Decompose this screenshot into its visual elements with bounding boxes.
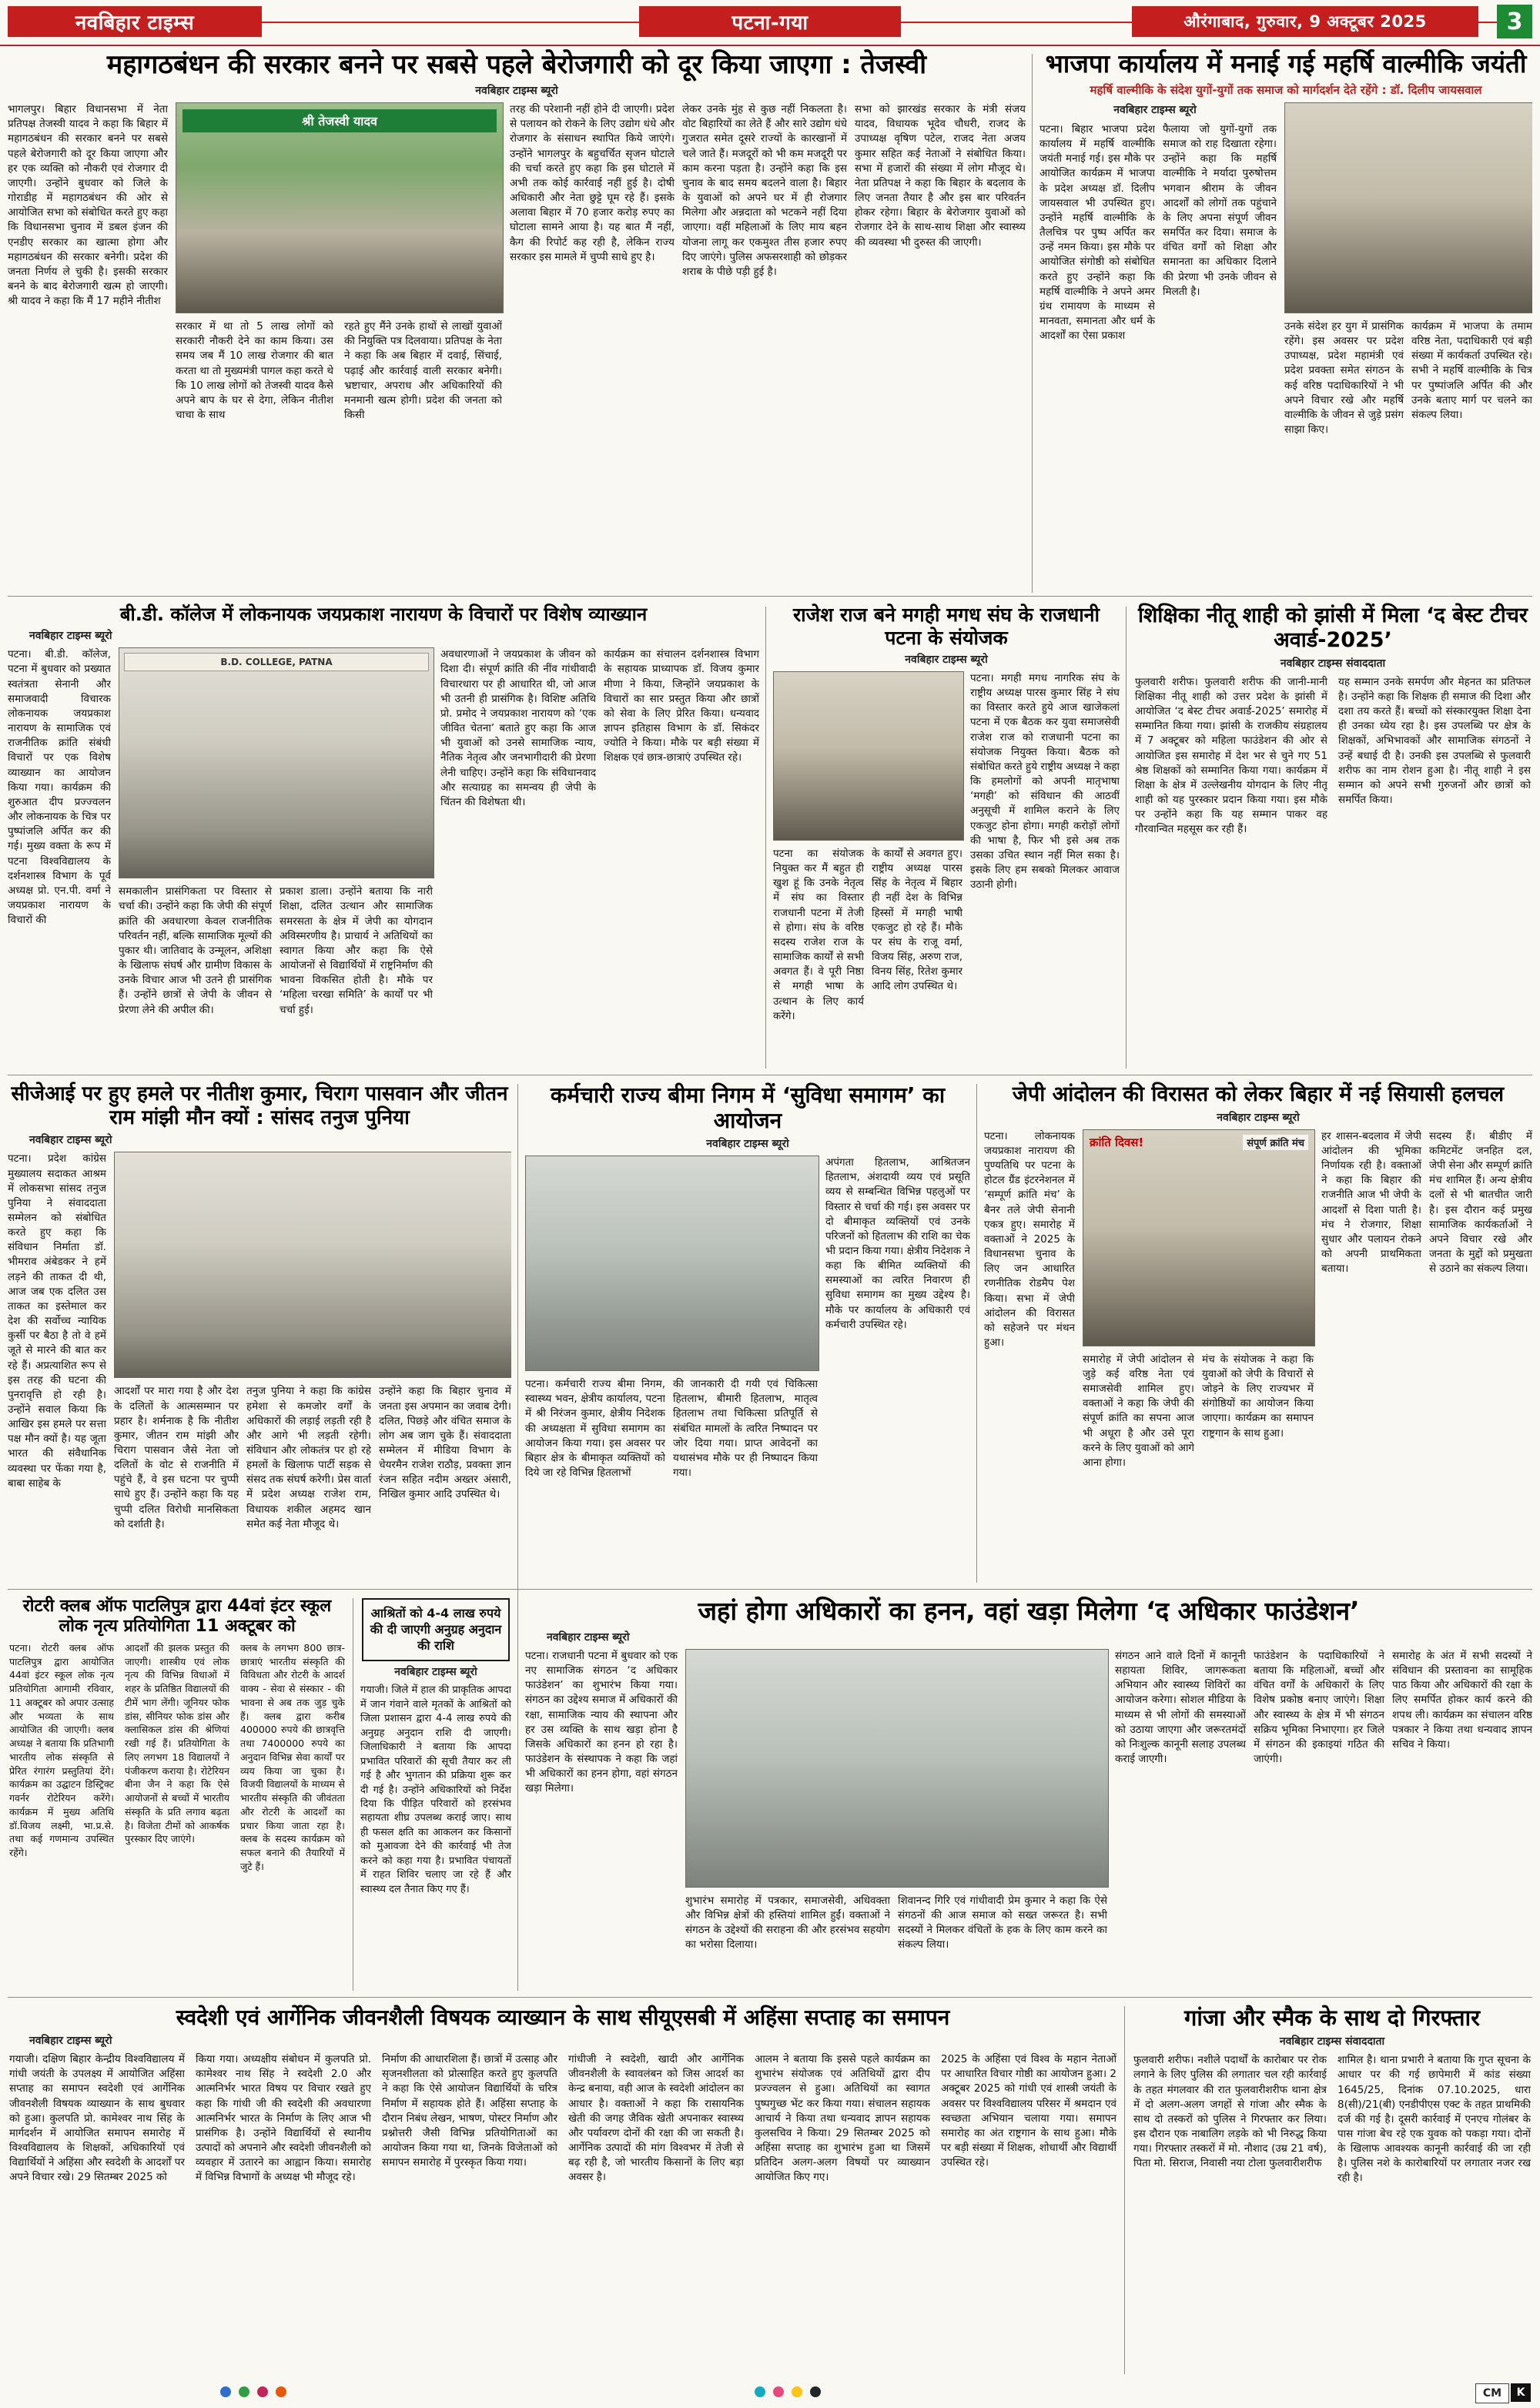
subheadline: महर्षि वाल्मीकि के संदेश युगों-युगों तक समाज को मार्गदर्शन देते रहेंगे : डॉ. दिलीप जायसवाल — [1090, 82, 1482, 97]
column-divider — [1124, 2006, 1125, 2374]
article-ganja-arrest — [1132, 2003, 1532, 2377]
print-color-dot — [810, 2386, 821, 2397]
body-text-column: संगठन आने वाले दिनों में कानूनी सहायता शिविर, जागरूकता अभियान और स्वास्थ्य शिविरों का आयोजन करेगा। सोशल मीडिया के माध्यम से भी लोगों की समस्याओं को उठाया जाएगा और जरूरतमंदों को निःशुल्क कानूनी सलाह उपलब्ध कराई जाएगी। — [1115, 1649, 1246, 1766]
body-text-column: पटना। बिहार भाजपा प्रदेश कार्यालय में महर्षि वाल्मीकि जयंती मनाई गई। इस मौके पर आयोजित कार्यक्रम में भाजपा के प्रदेश अध्यक्ष डॉ. दिलीप जायसवाल भी उपस्थित हुए। उन्होंने महर्षि वाल्मीकि के तैलचित्र पर पुष्प अर्पित कर उन्हें नमन किया। इस मौके पर आयोजित संगोष्ठी को संबोधित करते हुए उन्होंने कहा कि महर्षि वाल्मीकि ने अपने अमर ग्रंथ रामायण के माध्यम से मानवता, समानता और धर्म के आदर्शों का ऐसा प्रकाश — [1040, 122, 1155, 343]
body-text-column: प्रकाश डाला। उन्होंने बताया कि नारी शिक्षा, दलित उत्थान और सामाजिक समरसता के क्षेत्र में जेपी का योगदान अविस्मरणीय है। प्राचार्य ने अतिथियों का स्वागत किया और कहा कि ऐसे आयोजनों से विद्यार्थियों में राष्ट्रनिर्माण की भावना विकसित होती है। मौके पर ‘महिला चरखा समिति’ के कार्यों पर भी चर्चा हुई। — [280, 885, 433, 1016]
headline: कर्मचारी राज्य बीमा निगम में ‘सुविधा समागम’ का आयोजन — [550, 1082, 946, 1134]
body-text-column: तरह की परेशानी नहीं होने दी जाएगी। प्रदेश से पलायन को रोकने के लिए उद्योग धंधे और रोजगार के संसाधन स्थापित किये जाएंगे। उन्होंने भागलपुर के बहुचर्चित सृजन घोटाले की चर्चा करते हुए कहा कि इस घोटाले में अभी तक कोई कार्रवाई नहीं हुई है। दोषी अधिकारी और नेता छुट्टे घूम रहे हैं। इसके अलावा बिहार में 70 हजार करोड़ रुपए का घोटाला सामने आया है। यह बात मैं नहीं, कैग की रिपोर्ट कह रही है, लेकिन राज्य सरकार इस मामले में चुप्पी साधे हुए है। — [510, 103, 675, 263]
masthead-bottom-rule — [0, 45, 1540, 46]
body-text-column: मंच के संयोजक ने कहा कि युवाओं को जेपी के विचारों से जोड़ने के लिए राज्यभर में संगोष्ठियों का आयोजन किया जाएगा। कार्यक्रम का समापन राष्ट्रगान के साथ हुआ। — [1202, 1353, 1314, 1440]
headline: रोटरी क्लब ऑफ पाटलिपुत्र द्वारा 44वां इंटर स्कूल लोक नृत्य प्रतियोगिता 11 अक्टूबर को — [22, 1597, 332, 1636]
byline: नवबिहार टाइम्स ब्यूरो — [394, 1666, 477, 1679]
print-registration-mark-cm: CM — [1475, 2383, 1509, 2403]
body-text-column: आदर्शों की झलक प्रस्तुत की जाएगी। शास्त्रीय एवं लोक नृत्य की विभिन्न विधाओं में शहर के प्रतिष्ठित विद्यालयों की टीमें भाग लेंगी। जूनियर फोक डांस, सीनियर फोक डांस और क्लासिकल डांस की श्रेणियां रखी गई हैं। प्रतियोगिता के लिए लगभग 18 विद्यालयों ने पंजीकरण कराया है। रोटेरियन बीना जैन ने कहा कि ऐसे आयोजनों से बच्चों में भारतीय संस्कृति के प्रति लगाव बढ़ता है। विजेता टीमों को आकर्षक पुरस्कार दिए जाएंगे। — [125, 1641, 229, 1845]
body-text-column: शिवानन्द गिरि एवं गांधीवादी प्रेम कुमार ने कहा कि ऐसे संगठनों की आज समाज को सख्त जरूरत है। सभी सदस्यों ने मिलकर वंचितों के हक के लिए काम करने का संकल्प लिया। — [898, 1894, 1107, 1951]
print-color-dot — [792, 2386, 802, 2397]
body-text-column: पटना। बी.डी. कॉलेज, पटना में बुधवार को प्रख्यात स्वतंत्रता सेनानी और समाजवादी विचारक लोकनायक जयप्रकाश नारायण के सामाजिक एवं राजनीतिक क्रांति संबंधी विचारों पर एक विशेष व्याख्यान का आयोजन किया गया। कार्यक्रम की शुरुआत दीप प्रज्ज्वलन और लोकनायक के चित्र पर पुष्पांजलि अर्पित कर की गई। मुख्य वक्ता के रूप में पटना विश्वविद्यालय के दर्शनशास्त्र विभाग के पूर्व अध्यक्ष प्रो. एन.पी. वर्मा ने जयप्रकाश नारायण के विचारों की — [8, 648, 111, 927]
article-magahi-sangh — [773, 602, 1120, 1072]
print-color-dot — [257, 2386, 268, 2397]
body-text-column: गांधीजी ने स्वदेशी, खादी और आर्गेनिक जीवनशैली के स्वावलंबन को जिस आदर्श का केन्द्र बनाया, वही आज के स्वदेशी आंदोलन का आधार है। वक्ताओं ने कहा कि रासायनिक खेती की जगह जैविक खेती अपनाकर स्वास्थ्य और पर्यावरण दोनों की रक्षा की जा सकती है। आर्गेनिक उत्पादों की मांग विश्वभर में तेजी से बढ़ रही है, जो भारतीय किसानों के लिए बड़ा अवसर है। — [568, 2053, 744, 2184]
photo-banner-text: श्री तेजस्वी यादव — [182, 109, 497, 132]
body-text-column: तनुज पुनिया ने कहा कि कांग्रेस हमेशा से कमजोर वर्गों के अधिकारों की लड़ाई लड़ती रही है और आगे भी लड़ती रहेगी। संविधान और लोकतंत्र पर हो रहे हमलों के खिलाफ पार्टी सड़क से संसद तक संघर्ष करेगी। प्रेस वार्ता में प्रदेश अध्यक्ष राजेश राम, विधायक शकील अहमद खान समेत कई नेता मौजूद थे। — [246, 1385, 371, 1530]
body-text-column: रहते हुए मैंने उनके हाथों से लाखों युवाओं की नियुक्ति पत्र दिलवाया। प्रतिपक्ष के नेता ने कहा कि अब बिहार में दवाई, सिंचाई, पढ़ाई और कार्रवाई वाली सरकार बनेगी। भ्रष्टाचार, अपराध और अधिकारियों की मनमानी खत्म होगी। प्रदेश की जनता को किसी — [344, 320, 502, 422]
headline: सीजेआई पर हुए हमले पर नीतीश कुमार, चिराग पासवान और जीतन राम मांझी मौन क्यों : सांसद तनुज पुनिया — [11, 1082, 508, 1129]
body-text-column: पटना। रोटरी क्लब ऑफ पाटलिपुत्र द्वारा आयोजित 44वां इंटर स्कूल लोक नृत्य प्रतियोगिता आगामी रविवार, 11 अक्टूबर को अपार उत्साह और भव्यता के साथ आयोजित की जाएगी। क्लब अध्यक्ष ने बताया कि प्रतिभागी भारतीय लोक संस्कृति से प्रेरित रंगारंग प्रस्तुतियां देंगे। कार्यक्रम का उद्घाटन डिस्ट्रिक्ट गवर्नर रोटेरियन करेंगे। कार्यक्रम में मुख्य अतिथि डॉ.विजय लक्ष्मी, भा.प्र.से. तथा कई गणमान्य उपस्थित रहेंगे। — [9, 1641, 114, 1859]
headline: भाजपा कार्यालय में मनाई गई महर्षि वाल्मीकि जयंती — [1045, 48, 1527, 79]
body-text-column: आलम ने बताया कि इससे पहले कार्यक्रम का शुभारंभ संयोजक एवं अतिथियों द्वारा दीप प्रज्ज्वलन से हुआ। अतिथियों का स्वागत पुष्पगुच्छ भेंट कर किया गया। संचालन सहायक आचार्य ने किया तथा धन्यवाद ज्ञापन सहायक कुलसचिव ने किया। 29 सितम्बर 2025 को अहिंसा सप्ताह का शुभारंभ हुआ था जिसमें प्रतिदिन अलग-अलग विषयों पर व्याख्यान आयोजित किए गए। — [755, 2053, 930, 2184]
byline: नवबिहार टाइम्स ब्यूरो — [1217, 1111, 1300, 1124]
body-text-column: सदस्य हैं। बीडीए में कमिटमेंट जनहित दल, जेपी सेना और सम्पूर्ण क्रांति मंच शामिल हैं। अन्य क्षेत्रीय दलों से भी बातचीत जारी है। इस दौरान कई प्रमुख सामाजिक कार्यकर्ताओं ने अपने विचार रखे और जनता के मुद्दों को प्रमुखता से उठाने का संकल्प लिया। — [1429, 1129, 1532, 1276]
headline: राजेश राज बने मगही मगध संघ के राजधानी पटना के संयोजक — [792, 604, 1100, 649]
headline: जेपी आंदोलन की विरासत को लेकर बिहार में नई सियासी हलचल — [1012, 1082, 1505, 1106]
page-number: 3 — [1497, 5, 1532, 38]
body-text-column: लेकर उनके मुंह से कुछ नहीं निकलता है। वोट बिहारियों का लेते हैं और सारे उद्योग धंधे गुजरात समेत दूसरे राज्यों के कारखानों में चले जाते हैं। मजदूरों को भी कम मजदूरी पर काम करना पड़ता है। उन्होंने कहा कि इस चुनाव के बाद समय बदलने वाला है। बिहार के युवाओं को अपने घर में ही रोजगार मिलेगा और अन्नदाता को भटकने नहीं दिया जाएगा। वहीं महिलाओं के लिए माय बहन योजना लागू कर एकमुश्त तीस हजार रुपए दिए जाएंगे। पुलिस अफसरशाही को छोड़कर शराब के पीछे पड़ी हुई है। — [682, 103, 847, 278]
article-tejashwi — [8, 48, 1026, 593]
byline: नवबिहार टाइम्स संवाददाता — [1280, 657, 1386, 670]
body-text-column: पटना। कर्मचारी राज्य बीमा निगम, स्वास्थ्य भवन, क्षेत्रीय कार्यालय, पटना में श्री निरंजन कुमार, क्षेत्रीय निदेशक की अध्यक्षता में सुविधा समागम का आयोजन किया गया। इस अवसर पर बिहार क्षेत्र के बीमाकृत व्यक्तियों को दिये जा रहे विभिन्न हितलाभों — [525, 1378, 665, 1479]
body-text-column: पटना। प्रदेश कांग्रेस मुख्यालय सदाकत आश्रम में लोकसभा सांसद तनुज पुनिया ने संवाददाता सम्मेलन को संबोधित करते हुए कहा कि संविधान निर्माता डॉ. भीमराव अंबेडकर ने हमें लड़ने की ताकत दी थी, आज जब एक दलित उस ताकत का इस्तेमाल कर देश की सर्वोच्च न्यायिक कुर्सी पर बैठा है तो वे हमें जूते से मारने की बात कर रहे हैं। अप्रत्याशित रूप से इस तरह की घटना की पुनरावृत्ति हो रही है। उन्होंने सवाल किया कि आखिर इस हमले पर सत्ता पक्ष मौन क्यों है। यह जूता भारत की संवैधानिक व्यवस्था पर फेंका गया है, बाबा साहेब के — [8, 1152, 106, 1490]
body-text-column: पटना का संयोजक नियुक्त कर मैं बहुत ही खुश हूं कि उनके नेतृत्व में संघ का विस्तार राजधानी पटना में तेजी से होगा। संघ के वरिष्ठ सदस्य राजेश राज के सामाजिक कार्यों से सभी अवगत हैं। वे पूरी निष्ठा से मगही भाषा के उत्थान के लिए कार्य करेंगे। — [773, 848, 864, 1022]
photo-sampoorna-kranti-manch — [1083, 1129, 1315, 1346]
print-registration-mark-k: K — [1511, 2383, 1531, 2402]
body-text-column: अपंगता हितलाभ, आश्रितजन हितलाभ, अंशदायी व्यय एवं प्रसूति व्यय से सम्बन्धित विभिन्न पहलुओं पर विस्तार से चर्चा की गई। इस अवसर पर दो बीमाकृत व्यक्तियों एवं उनके परिजनों को हितलाभ की राशि का चेक भी प्रदान किया गया। क्षेत्रीय निदेशक ने कहा कि बीमित व्यक्तियों की समस्याओं का त्वरित निवारण ही सुविधा समागम का मुख्य उद्देश्य है। मौके पर कार्यालय के अधिकारी एवं कर्मचारी उपस्थित रहे। — [825, 1156, 970, 1331]
body-text-column: फुलवारी शरीफ। फुलवारी शरीफ की जानी-मानी शिक्षिका नीतू शाही को उत्तर प्रदेश के झांसी में आयोजित ‘द बेस्ट टीचर अवार्ड-2025’ समारोह में सम्मानित किया गया। झांसी के राजकीय संग्रहालय में 7 अक्टूबर को महिला फाउंडेशन की ओर से आयोजित इस समारोह में देश भर से चुने गए 51 श्रेष्ठ शिक्षकों को सम्मानित किया गया। कार्यक्रम में शिक्षा के क्षेत्र में उल्लेखनीय योगदान के लिए नीतू शाही को यह पुरस्कार प्रदान किया गया। इस मौके पर उन्होंने कहा कि यह सम्मान पाकर वह गौरवान्वित महसूस कर रही हैं। — [1135, 675, 1327, 836]
body-text-column: निर्माण की आधारशिला हैं। छात्रों में उत्साह और सृजनशीलता को प्रोत्साहित करते हुए कुलपति ने कहा कि ऐसे आयोजन विद्यार्थियों के चरित्र निर्माण में सहायक होते हैं। अहिंसा सप्ताह के दौरान निबंध लेखन, भाषण, पोस्टर निर्माण और प्रश्नोत्तरी जैसी विभिन्न प्रतियोगिताओं का आयोजन किया गया था, जिनके विजेताओं को समापन समारोह में पुरस्कृत किया गया। — [382, 2053, 557, 2169]
body-text-column: सभा को झारखंड सरकार के मंत्री संजय यादव, विधायक भूदेव चौधरी, राजद के उपाध्यक्ष वृषिण पटेल, राजद नेता अजय कुमार सहित कई नेताओं ने संबोधित किया। सभा में हजारों की संख्या में लोग मौजूद थे। नेता प्रतिपक्ष ने कहा कि बिहार के बदलाव के लिए जनता तैयार है और इस बार परिवर्तन होकर रहेगा। बिहार के बेरोजगार युवाओं को रोजगार देने के साथ-साथ शिक्षा और स्वास्थ्य की व्यवस्था भी दुरुस्त की जाएगी। — [855, 103, 1026, 249]
column-divider — [765, 607, 766, 1069]
body-text-column: कार्यक्रम का संचालन दर्शनशास्त्र विभाग के सहायक प्राध्यापक डॉ. विजय कुमार मीणा ने किया, जिन्होंने जयप्रकाश के विचारों का सार प्रस्तुत किया और छात्रों को सेवा के लिए प्रेरित किया। धन्यवाद ज्ञापन इतिहास विभाग के डॉ. सिकंदर ज्योति ने किया। मौके पर बड़ी संख्या में शिक्षक एवं छात्र-छात्राएं उपस्थित रहे। — [604, 648, 759, 764]
byline: नवबिहार टाइम्स ब्यूरो — [547, 1630, 630, 1644]
body-text-column: शामिल है। थाना प्रभारी ने बताया कि गुप्त सूचना के आधार पर की गई छापेमारी में कांड संख्या 1645/25, दिनांक 07.10.2025, धारा 8(सी)/21(बी) एनडीपीएस एक्ट के तहत प्राथमिकी दर्ज की गई है। दूसरी कार्रवाई में एनएच गोलंबर के पास गांजा बेच रहे एक युवक को पकड़ा गया। दोनों के खिलाफ आवश्यक कानूनी कार्रवाई की जा रही है। पुलिस नशे के कारोबारियों पर लगातार नजर रख रही है। — [1337, 2054, 1531, 2185]
body-text-column: भागलपुर। बिहार विधानसभा में नेता प्रतिपक्ष तेजस्वी यादव ने कहा कि बिहार में महागठबंधन की सरकार बनने पर सबसे पहले बेरोजगारी को दूर किया जाएगा और हर एक व्यक्ति को नौकरी एवं रोजगार दी जाएगी। उन्होंने बुधवार को जिले के गोराडीह में महागठबंधन की ओर से आयोजित सभा को संबोधित करते हुए कहा कि विधानसभा चुनाव में डबल इंजन की एनडीए सरकार का खात्मा होगा और महागठबंधन की सरकार बनेगी। प्रदेश की जनता निर्णय ले चुकी है। इसकी सरकार बनने के बाद बेरोजगारी खत्म हो जाएगी। श्री यादव ने कहा कि मैं 17 महीने नीतीश — [8, 103, 168, 308]
column-divider — [1126, 607, 1127, 1069]
article-rotary-dance — [8, 1595, 346, 1994]
article-teacher-award — [1133, 602, 1532, 1072]
headline: बी.डी. कॉलेज में लोकनायक जयप्रकाश नारायण के विचारों पर विशेष व्याख्यान — [119, 604, 648, 625]
print-color-dot — [276, 2386, 286, 2397]
body-text-column: यह सम्मान उनके समर्पण और मेहनत का प्रतिफल है। उन्होंने कहा कि शिक्षक ही समाज की दिशा और दशा तय करते हैं। बच्चों को संस्कारयुक्त शिक्षा देना ही उनका ध्येय रहा है। इस उपलब्धि पर क्षेत्र के शिक्षकों, अभिभावकों और सामाजिक संगठनों ने उन्हें बधाई दी है। उनकी इस उपलब्धि से फुलवारी शरीफ का नाम रोशन हुआ है। नीतू शाही ने इस सम्मान को अपने सभी गुरुजनों और छात्रों को समर्पित किया। — [1338, 675, 1531, 806]
column-divider — [1032, 54, 1033, 593]
photo-magahi-meeting — [773, 671, 964, 841]
body-text-column: समारोह में जेपी आंदोलन से जुड़े कई वरिष्ठ नेता एवं समाजसेवी शामिल हुए। वक्ताओं ने कहा कि जेपी की संपूर्ण क्रांति का सपना आज भी अधूरा है और उसे पूरा करने के लिए युवाओं को आगे आना होगा। — [1083, 1353, 1194, 1469]
headline: आश्रितों को 4-4 लाख रुपये की दी जाएगी अनुग्रह अनुदान की राशि — [362, 1598, 510, 1661]
photo-label-kranti-diwas: क्रांति दिवस! — [1090, 1135, 1144, 1149]
body-text-column: फैलाया जो युगों-युगों तक समाज को राह दिखाता रहेगा। उन्होंने कहा कि महर्षि वाल्मीकि ने मर्यादा पुरुषोत्तम भगवान श्रीराम के जीवन आदर्शों को लोगों तक पहुंचाने के लिए अपना संपूर्ण जीवन समर्पित कर दिया। समाज के वंचित वर्गों को शिक्षा और समानता का अधिकार दिलाने की प्रेरणा भी उनके जीवन से मिलती है। — [1163, 122, 1277, 298]
section-divider — [8, 1589, 1532, 1590]
section-divider — [8, 1997, 1532, 1998]
headline: जहां होगा अधिकारों का हनन, वहां खड़ा मिलेगा ‘द अधिकार फाउंडेशन’ — [698, 1596, 1360, 1626]
print-color-dot — [773, 2386, 784, 2397]
body-text-column: शुभारंभ समारोह में पत्रकार, समाजसेवी, अधिवक्ता और विभिन्न क्षेत्रों की हस्तियां शामिल हुईं। वक्ताओं ने संगठन के उद्देश्यों की सराहना की और हरसंभव सहयोग का भरोसा दिलाया। — [685, 1894, 890, 1951]
byline: नवबिहार टाइम्स ब्यूरो — [29, 1134, 112, 1147]
body-text-column: गयाजी। दक्षिण बिहार केन्द्रीय विश्वविद्यालय में गांधी जयंती के उपलक्ष्य में आयोजित अहिंसा सप्ताह का समापन स्वदेशी एवं आर्गेनिक जीवनशैली विषयक व्याख्यान के साथ बुधवार को हुआ। कुलपति प्रो. कामेश्वर नाथ सिंह के मार्गदर्शन में आयोजित समापन समारोह में विश्वविद्यालय के शिक्षकों, अधिकारियों एवं विद्यार्थियों ने अहिंसा और स्वदेशी के आदर्शों पर अपने विचार रखे। 29 सितम्बर 2025 को — [9, 2053, 185, 2184]
body-text-column: उन्होंने कहा कि बिहार चुनाव में जनता इस अपमान का जवाब देगी। दलित, पिछड़े और वंचित समाज के लोग अब जाग चुके हैं। संवाददाता सम्मेलन में मीडिया विभाग के चेयरमैन राजेश राठौड़, प्रवक्ता ज्ञान रंजन सहित नदीम अख्तर अंसारी, निखिल कुमार आदि उपस्थित थे। — [379, 1385, 511, 1501]
photo-banner-text: B.D. COLLEGE, PATNA — [124, 653, 429, 671]
print-color-dot — [755, 2386, 765, 2397]
headline: महागठबंधन की सरकार बनने पर सबसे पहले बेरोजगारी को दूर किया जाएगा : तेजस्वी — [106, 49, 927, 80]
body-text-column: क्लब के लगभग 800 छात्र-छात्राएं भारतीय संस्कृति की विविधता और रोटरी के आदर्श वाक्य - सेवा से संस्कार - की भावना से अब तक जुड़ चुके हैं। क्लब द्वारा करीब 400000 रुपये की छात्रवृत्ति तथा 7400000 रुपये का अनुदान विभिन्न सेवा कार्यों पर व्यय किया जा चुका है। विजयी विद्यालयों के माध्यम से भारतीय संस्कृति की जीवंतता और रोटरी के आदर्शों का प्रचार किया जाता रहा है। क्लब के सदस्य कार्यक्रम को सफल बनाने की तैयारियों में जुटे हैं। — [240, 1641, 345, 1872]
body-text-column: के कार्यों से अवगत हुए। राष्ट्रीय अध्यक्ष पारस सिंह के नेतृत्व में बिहार ही नहीं देश के विभिन्न हिस्सों में मगही भाषी एकजुट हो रहे हैं। मौके पर संघ के राजू वर्मा, विजय सिंह, अरुण राज, विनय सिंह, रितेश कुमार आदि लोग उपस्थित थे। — [872, 848, 962, 993]
article-jp-movement — [984, 1081, 1532, 1586]
photo-tejashwi-rally — [176, 102, 504, 313]
article-gaya-grant — [360, 1595, 511, 1994]
byline: नवबिहार टाइम्स ब्यूरो — [475, 85, 558, 98]
byline: नवबिहार टाइम्स ब्यूरो — [29, 630, 112, 643]
photo-label-manch: संपूर्ण क्रांति मंच — [1243, 1135, 1308, 1150]
headline: शिक्षिका नीतू शाही को झांसी में मिला ‘द बेस्ट टीचर अवार्ड-2025’ — [1138, 604, 1528, 652]
photo-bjp-valmiki-event — [1284, 102, 1532, 313]
body-text-column: समारोह के अंत में सभी सदस्यों ने संविधान की प्रस्तावना का सामूहिक पाठ किया और अधिकारों की रक्षा के लिए समर्पित होकर कार्य करने की शपथ ली। कार्यक्रम का संचालन वरिष्ठ पत्रकार ने किया तथा धन्यवाद ज्ञापन सचिव ने किया। — [1392, 1649, 1532, 1751]
byline: नवबिहार टाइम्स ब्यूरो — [29, 2035, 112, 2048]
print-color-dot — [220, 2386, 231, 2397]
print-color-dot — [239, 2386, 249, 2397]
body-text-column: हर शासन-बदलाव में जेपी आंदोलन की भूमिका निर्णायक रही है। वक्ताओं ने कहा कि बिहार की राजनीति आज भी जेपी के आदर्शों से दिशा पाती है। मंच ने रोजगार, शिक्षा सुधार और पलायन रोकने को अपनी प्राथमिकता बताया। — [1321, 1129, 1421, 1276]
body-text-column: उनके संदेश हर युग में प्रासंगिक रहेंगे। इस अवसर पर प्रदेश उपाध्यक्ष, प्रदेश महामंत्री एवं प्रदेश प्रवक्ता समेत संगठन के कई वरिष्ठ पदाधिकारियों ने भी अपने विचार रखे और महर्षि वाल्मीकि के जीवन से जुड़े प्रसंग साझा किए। — [1284, 319, 1404, 436]
article-cji-punia — [8, 1081, 511, 1586]
section-divider — [8, 596, 1532, 597]
body-text-column: 2025 के अहिंसा एवं विश्व के महान नेताओं पर आधारित विचार गोष्ठी का आयोजन हुआ। 2 अक्टूबर 2025 को गांधी एवं शास्त्री जयंती के अवसर पर विश्वविद्यालय परिसर में श्रमदान एवं स्वच्छता अभियान चलाया गया। समापन समारोह का अंत राष्ट्रगान के साथ हुआ। मौके पर बड़ी संख्या में शिक्षक, शोधार्थी और विद्यार्थी उपस्थित रहे। — [941, 2053, 1116, 2169]
byline: नवबिहार टाइम्स ब्यूरो — [1113, 103, 1197, 116]
body-text-column: आदर्शों पर मारा गया है और देश के दलितों के आत्मसम्मान पर प्रहार है। शर्मनाक है कि नीतीश कुमार, जीतन राम मांझी और चिराग पासवान जैसे नेता जो दलितों के वोट से राजनीति में पहुंचे हैं, वे इस घटना पर चुप्पी साधे हुए हैं। उन्होंने कहा कि यह चुप्पी दलित विरोधी मानसिकता को दर्शाती है। — [114, 1385, 239, 1530]
column-divider — [517, 1084, 518, 1991]
article-bd-college — [8, 602, 759, 1072]
byline: नवबिहार टाइम्स ब्यूरो — [905, 654, 988, 666]
edition-name: पटना-गया — [639, 6, 901, 37]
body-text-column: समकालीन प्रासंगिकता पर विस्तार से चर्चा की। उन्होंने कहा कि जेपी की संपूर्ण क्रांति की अवधारणा केवल राजनीतिक परिवर्तन नहीं, बल्कि सामाजिक मूल्यों की पुकार थी। जातिवाद के उन्मूलन, अशिक्षा के खिलाफ संघर्ष और ग्रामीण विकास के उनके विचार आज भी उतने ही प्रासंगिक हैं। उन्होंने छात्रों से जेपी के जीवन से प्रेरणा लेने की अपील की। — [119, 885, 272, 1016]
headline: गांजा और स्मैक के साथ दो गिरफ्तार — [1184, 2005, 1480, 2031]
body-text-column: सरकार में था तो 5 लाख लोगों को सरकारी नौकरी देने का काम किया। उस समय जब मैं 10 लाख रोजगार की बात करता था तो मुख्यमंत्री पागल कहा करते थे कि 10 लाख लोगों को तेजस्वी यादव कैसे अपने बाप के घर से देगा, लेकिन नीतीश चाचा के साथ — [176, 320, 333, 422]
edition-dateline: औरंगाबाद, गुरुवार, 9 अक्टूबर 2025 — [1132, 6, 1478, 37]
newspaper-name: नवबिहार टाइम्स — [8, 6, 262, 37]
photo-bd-college-lecture — [119, 647, 434, 878]
headline: स्वदेशी एवं आर्गेनिक जीवनशैली विषयक व्याख्यान के साथ सीयूएसबी में अहिंसा सप्ताह का समापन — [176, 2005, 950, 2030]
body-text-column: पटना। राजधानी पटना में बुधवार को एक नए सामाजिक संगठन ‘द अधिकार फाउंडेशन’ का शुभारंभ किया गया। संगठन का उद्देश्य समाज में अधिकारों की रक्षा, सामाजिक न्याय की स्थापना और हर उस व्यक्ति के साथ खड़ा होना है जिसके अधिकारों का हनन हो रहा है। फाउंडेशन के संस्थापक ने कहा कि जहां भी अधिकारों का हनन होगा, वहां संगठन खड़ा मिलेगा। — [525, 1649, 678, 1795]
article-bjp-valmiki — [1040, 48, 1532, 593]
body-text-column: किया गया। अध्यक्षीय संबोधन में कुलपति प्रो. कामेश्वर नाथ सिंह ने स्वदेशी 2.0 और आत्मनिर्भर भारत विषय पर विचार रखते हुए कहा कि गांधी जी की स्वदेशी की अवधारणा आत्मनिर्भर भारत के निर्माण के लिए आज भी प्रासंगिक है। उन्होंने विद्यार्थियों से स्थानीय उत्पादों को अपनाने और स्वदेशी जीवनशैली को व्यवहार में उतारने का आह्वान किया। समारोह में विभिन्न विभागों के अध्यक्ष भी मौजूद रहे। — [196, 2053, 371, 2184]
byline: नवबिहार टाइम्स संवाददाता — [1279, 2035, 1385, 2048]
photo-adhikar-launch — [685, 1649, 1109, 1888]
body-text-column: की जानकारी दी गयी एवं चिकित्सा हितलाभ, बीमारी हितलाभ, मातृत्व हितलाभ तथा चिकित्सा प्रतिपूर्ति से संबंधित मामलों के त्वरित निष्पादन पर जोर दिया गया। प्राप्त आवेदनों का यथासंभव मौके पर ही निष्पादन किया गया। — [673, 1378, 818, 1479]
article-esic-samagam — [525, 1081, 970, 1586]
body-text-column: फुलवारी शरीफ। नशीले पदार्थों के कारोबार पर रोक लगाने के लिए पुलिस की लगातार चल रही कार्रवाई के तहत मंगलवार की रात फुलवारीशरीफ थाना क्षेत्र में दो अलग-अलग जगहों से गांजा और स्मैक के साथ दो तस्करों को पुलिस ने गिरफ्तार कर लिया। इस दौरान एक नाबालिग लड़के को भी निरुद्ध किया गया। गिरफ्तार तस्करों में मो. नौशाद (उम्र 21 वर्ष), पिता मो. सिराज, निवासी नया टोला फुलवारीशरीफ — [1133, 2054, 1327, 2170]
photo-esic-meeting — [525, 1156, 819, 1371]
photo-congress-press-conference — [114, 1152, 511, 1378]
column-divider — [976, 1084, 977, 1583]
body-text-column: गयाजी। जिले में हाल की प्राकृतिक आपदा में जान गंवाने वाले मृतकों के आश्रितों को जिला प्रशासन द्वारा 4-4 लाख रुपये की अनुग्रह अनुदान राशि दी जाएगी। जिलाधिकारी ने बताया कि आपदा प्रभावित परिवारों की सूची तैयार कर ली गई है और भुगतान की प्रक्रिया शुरू कर दी गई है। उन्होंने अधिकारियों को निर्देश दिया कि पीड़ित परिवारों को हरसंभव सहायता शीघ्र उपलब्ध कराई जाए। साथ ही फसल क्षति का आकलन कर किसानों को मुआवजा देने की कार्रवाई भी तेज करने को कहा गया है। प्रभावित पंचायतों में राहत शिविर चलाए जा रहे हैं और स्वास्थ्य दल तैनात किए गए हैं। — [360, 1684, 511, 1895]
body-text-column: पटना। मगही मगध नागरिक संघ के राष्ट्रीय अध्यक्ष पारस कुमार सिंह ने संघ का विस्तार करते हुये आज खाजेकलां पटना में एक बैठक कर युवा समाजसेवी राजेश राज को राजधानी पटना का संयोजक नियुक्त किया। बैठक को संबोधित करते हुये राष्ट्रीय अध्यक्ष ने कहा कि हमलोगों को अपनी मातृभाषा ‘मगही’ को संविधान की आठवीं अनुसूची में शामिल कराने के लिए एकजुट होना होगा। मगही करोड़ों लोगों की भाषा है, फिर भी इसे अब तक उसका उचित स्थान नहीं मिल सका है। इसके लिए हम सबको मिलकर आवाज उठानी होगी। — [970, 672, 1120, 891]
article-adhikar-foundation — [525, 1595, 1532, 1994]
body-text-column: अवधारणाओं ने जयप्रकाश के जीवन को दिशा दी। संपूर्ण क्रांति की नींव गांधीवादी विचारधारा पर ही आधारित थी, जो आज भी उतनी ही प्रासंगिक है। विशिष्ट अतिथि प्रो. प्रमोद ने जयप्रकाश नारायण को ‘एक जीवित चेतना’ बताते हुए कहा कि आज भी युवाओं को उनसे सामाजिक न्याय, नैतिक नेतृत्व और जनभागीदारी की प्रेरणा लेनी चाहिए। उन्होंने कहा कि संविधानवाद और सत्याग्रह का समन्वय ही जेपी के चिंतन की विशेषता थी। — [440, 648, 596, 808]
body-text-column: फाउंडेशन के पदाधिकारियों ने बताया कि महिलाओं, बच्चों और वंचित वर्गों के अधिकारों के लिए विशेष प्रकोष्ठ बनाए जाएंगे। शिक्षा और स्वास्थ्य के क्षेत्र में भी संगठन सक्रिय भूमिका निभाएगा। हर जिले में संगठन की इकाइयां गठित की जाएंगी। — [1254, 1649, 1384, 1766]
article-cusb-ahimsa — [8, 2003, 1118, 2377]
byline: नवबिहार टाइम्स ब्यूरो — [706, 1138, 789, 1151]
body-text-column: कार्यक्रम में भाजपा के तमाम वरिष्ठ नेता, पदाधिकारी एवं बड़ी संख्या में कार्यकर्ता उपस्थित रहे। सभी ने महर्षि वाल्मीकि के चित्र पर पुष्पांजलि अर्पित की और उनके बताए मार्ग पर चलने का संकल्प लिया। — [1411, 319, 1532, 421]
body-text-column: पटना। लोकनायक जयप्रकाश नारायण की पुण्यतिथि पर पटना के होटल ग्रैंड इंटरनेशनल में ‘सम्पूर्ण क्रांति मंच’ के बैनर तले जेपी सेनानी एकत्र हुए। समारोह में वक्ताओं ने 2025 के विधानसभा चुनाव के लिए जन आधारित रणनीतिक रोडमैप पेश किया। सभा में जेपी आंदोलन की विरासत को सहेजने पर मंथन हुआ। — [984, 1129, 1075, 1349]
